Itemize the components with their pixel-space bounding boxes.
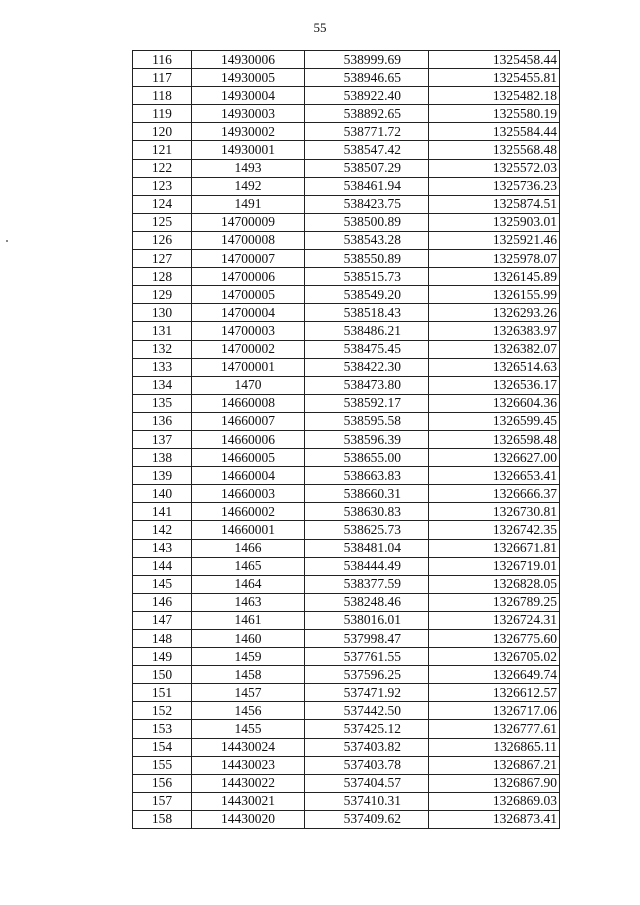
table-row <box>133 774 560 792</box>
y-coordinate-cell: 1326627.00 <box>429 449 560 467</box>
point-id-cell: 14660001 <box>192 521 305 539</box>
x-coordinate-cell: 537403.82 <box>305 738 429 756</box>
point-number-cell: 139 <box>133 467 192 485</box>
table-row <box>133 702 560 720</box>
table-row <box>133 648 560 666</box>
point-number-cell: 157 <box>133 792 192 810</box>
point-number-cell: 149 <box>133 648 192 666</box>
point-number-cell: 117 <box>133 69 192 87</box>
x-coordinate-cell: 538655.00 <box>305 449 429 467</box>
y-coordinate-cell: 1326536.17 <box>429 376 560 394</box>
x-coordinate-cell: 538518.43 <box>305 304 429 322</box>
x-coordinate-cell: 538549.20 <box>305 286 429 304</box>
y-coordinate-cell: 1326873.41 <box>429 810 560 828</box>
x-coordinate-cell: 538377.59 <box>305 575 429 593</box>
x-coordinate-cell: 538507.29 <box>305 159 429 177</box>
point-id-cell: 14430024 <box>192 738 305 756</box>
point-id-cell: 14660004 <box>192 467 305 485</box>
point-number-cell: 152 <box>133 702 192 720</box>
page-number: 55 <box>313 20 327 35</box>
x-coordinate-cell: 538660.31 <box>305 485 429 503</box>
point-id-cell: 14430022 <box>192 774 305 792</box>
y-coordinate-cell: 1326828.05 <box>429 575 560 593</box>
point-number-cell: 145 <box>133 575 192 593</box>
table-row <box>133 177 560 195</box>
point-id-cell: 1470 <box>192 376 305 394</box>
table-row <box>133 322 560 340</box>
x-coordinate-cell: 537596.25 <box>305 666 429 684</box>
point-id-cell: 14700006 <box>192 268 305 286</box>
x-coordinate-cell: 538423.75 <box>305 195 429 213</box>
y-coordinate-cell: 1326789.25 <box>429 593 560 611</box>
x-coordinate-cell: 537998.47 <box>305 630 429 648</box>
y-coordinate-cell: 1325921.46 <box>429 231 560 249</box>
table-row <box>133 430 560 448</box>
x-coordinate-cell: 538475.45 <box>305 340 429 358</box>
point-number-cell: 144 <box>133 557 192 575</box>
table-row <box>133 159 560 177</box>
table-row <box>133 756 560 774</box>
point-id-cell: 1463 <box>192 593 305 611</box>
point-number-cell: 133 <box>133 358 192 376</box>
point-id-cell: 14660003 <box>192 485 305 503</box>
table-row <box>133 666 560 684</box>
table-row <box>133 141 560 159</box>
y-coordinate-cell: 1326653.41 <box>429 467 560 485</box>
point-id-cell: 14930001 <box>192 141 305 159</box>
point-number-cell: 148 <box>133 630 192 648</box>
x-coordinate-cell: 537404.57 <box>305 774 429 792</box>
y-coordinate-cell: 1326724.31 <box>429 611 560 629</box>
point-id-cell: 1465 <box>192 557 305 575</box>
table-row <box>133 467 560 485</box>
y-coordinate-cell: 1326155.99 <box>429 286 560 304</box>
x-coordinate-cell: 537410.31 <box>305 792 429 810</box>
table-row <box>133 810 560 828</box>
x-coordinate-cell: 538016.01 <box>305 611 429 629</box>
point-id-cell: 14930006 <box>192 51 305 69</box>
y-coordinate-cell: 1326649.74 <box>429 666 560 684</box>
y-coordinate-cell: 1326867.90 <box>429 774 560 792</box>
y-coordinate-cell: 1326719.01 <box>429 557 560 575</box>
point-id-cell: 14700005 <box>192 286 305 304</box>
table-row <box>133 195 560 213</box>
y-coordinate-cell: 1326869.03 <box>429 792 560 810</box>
table-row <box>133 720 560 738</box>
point-id-cell: 14700003 <box>192 322 305 340</box>
point-number-cell: 122 <box>133 159 192 177</box>
point-number-cell: 124 <box>133 195 192 213</box>
x-coordinate-cell: 538500.89 <box>305 213 429 231</box>
table-row <box>133 250 560 268</box>
y-coordinate-cell: 1326717.06 <box>429 702 560 720</box>
table-row <box>133 503 560 521</box>
point-number-cell: 147 <box>133 611 192 629</box>
point-number-cell: 146 <box>133 593 192 611</box>
point-number-cell: 119 <box>133 105 192 123</box>
point-number-cell: 131 <box>133 322 192 340</box>
point-number-cell: 123 <box>133 177 192 195</box>
table-row <box>133 485 560 503</box>
point-number-cell: 129 <box>133 286 192 304</box>
x-coordinate-cell: 538515.73 <box>305 268 429 286</box>
point-id-cell: 1493 <box>192 159 305 177</box>
point-number-cell: 134 <box>133 376 192 394</box>
coordinates-table <box>132 50 560 829</box>
y-coordinate-cell: 1326666.37 <box>429 485 560 503</box>
point-id-cell: 1492 <box>192 177 305 195</box>
table-row <box>133 412 560 430</box>
table-row <box>133 304 560 322</box>
point-number-cell: 116 <box>133 51 192 69</box>
point-number-cell: 132 <box>133 340 192 358</box>
x-coordinate-cell: 538422.30 <box>305 358 429 376</box>
y-coordinate-cell: 1326599.45 <box>429 412 560 430</box>
x-coordinate-cell: 537403.78 <box>305 756 429 774</box>
table-row <box>133 376 560 394</box>
x-coordinate-cell: 537471.92 <box>305 684 429 702</box>
coordinates-table-body <box>133 51 560 829</box>
y-coordinate-cell: 1326777.61 <box>429 720 560 738</box>
table-row <box>133 738 560 756</box>
point-number-cell: 142 <box>133 521 192 539</box>
table-row <box>133 286 560 304</box>
y-coordinate-cell: 1325874.51 <box>429 195 560 213</box>
x-coordinate-cell: 538248.46 <box>305 593 429 611</box>
point-id-cell: 14430021 <box>192 792 305 810</box>
x-coordinate-cell: 538444.49 <box>305 557 429 575</box>
point-id-cell: 14660008 <box>192 394 305 412</box>
y-coordinate-cell: 1326730.81 <box>429 503 560 521</box>
point-id-cell: 14700002 <box>192 340 305 358</box>
point-id-cell: 1466 <box>192 539 305 557</box>
x-coordinate-cell: 538547.42 <box>305 141 429 159</box>
point-number-cell: 150 <box>133 666 192 684</box>
point-id-cell: 1459 <box>192 648 305 666</box>
table-row <box>133 575 560 593</box>
y-coordinate-cell: 1326705.02 <box>429 648 560 666</box>
point-number-cell: 136 <box>133 412 192 430</box>
point-id-cell: 1457 <box>192 684 305 702</box>
y-coordinate-cell: 1325736.23 <box>429 177 560 195</box>
y-coordinate-cell: 1326383.97 <box>429 322 560 340</box>
x-coordinate-cell: 538771.72 <box>305 123 429 141</box>
y-coordinate-cell: 1326742.35 <box>429 521 560 539</box>
point-id-cell: 14660007 <box>192 412 305 430</box>
y-coordinate-cell: 1326604.36 <box>429 394 560 412</box>
y-coordinate-cell: 1326775.60 <box>429 630 560 648</box>
y-coordinate-cell: 1326612.57 <box>429 684 560 702</box>
table-row <box>133 231 560 249</box>
point-id-cell: 1461 <box>192 611 305 629</box>
y-coordinate-cell: 1325568.48 <box>429 141 560 159</box>
point-id-cell: 14930004 <box>192 87 305 105</box>
point-number-cell: 135 <box>133 394 192 412</box>
y-coordinate-cell: 1325572.03 <box>429 159 560 177</box>
point-number-cell: 158 <box>133 810 192 828</box>
x-coordinate-cell: 537442.50 <box>305 702 429 720</box>
point-number-cell: 154 <box>133 738 192 756</box>
table-row <box>133 394 560 412</box>
point-id-cell: 14700008 <box>192 231 305 249</box>
y-coordinate-cell: 1325584.44 <box>429 123 560 141</box>
x-coordinate-cell: 538625.73 <box>305 521 429 539</box>
point-id-cell: 14430023 <box>192 756 305 774</box>
point-id-cell: 14660006 <box>192 430 305 448</box>
x-coordinate-cell: 538892.65 <box>305 105 429 123</box>
point-id-cell: 14660002 <box>192 503 305 521</box>
y-coordinate-cell: 1326145.89 <box>429 268 560 286</box>
point-id-cell: 1491 <box>192 195 305 213</box>
point-id-cell: 1464 <box>192 575 305 593</box>
x-coordinate-cell: 538550.89 <box>305 250 429 268</box>
x-coordinate-cell: 538473.80 <box>305 376 429 394</box>
point-id-cell: 14430020 <box>192 810 305 828</box>
y-coordinate-cell: 1326598.48 <box>429 430 560 448</box>
table-row <box>133 87 560 105</box>
point-id-cell: 1456 <box>192 702 305 720</box>
point-id-cell: 14660005 <box>192 449 305 467</box>
y-coordinate-cell: 1325458.44 <box>429 51 560 69</box>
point-id-cell: 14930003 <box>192 105 305 123</box>
y-coordinate-cell: 1325580.19 <box>429 105 560 123</box>
x-coordinate-cell: 538486.21 <box>305 322 429 340</box>
point-id-cell: 14700001 <box>192 358 305 376</box>
x-coordinate-cell: 537409.62 <box>305 810 429 828</box>
x-coordinate-cell: 538592.17 <box>305 394 429 412</box>
point-id-cell: 1455 <box>192 720 305 738</box>
table-row <box>133 684 560 702</box>
point-number-cell: 137 <box>133 430 192 448</box>
y-coordinate-cell: 1326293.26 <box>429 304 560 322</box>
margin-mark <box>6 240 8 242</box>
table-row <box>133 213 560 231</box>
point-number-cell: 128 <box>133 268 192 286</box>
y-coordinate-cell: 1325455.81 <box>429 69 560 87</box>
table-row <box>133 557 560 575</box>
table-row <box>133 593 560 611</box>
x-coordinate-cell: 538630.83 <box>305 503 429 521</box>
y-coordinate-cell: 1326671.81 <box>429 539 560 557</box>
point-number-cell: 156 <box>133 774 192 792</box>
point-number-cell: 153 <box>133 720 192 738</box>
x-coordinate-cell: 538946.65 <box>305 69 429 87</box>
point-number-cell: 121 <box>133 141 192 159</box>
table-row <box>133 268 560 286</box>
point-id-cell: 14700009 <box>192 213 305 231</box>
table-row <box>133 69 560 87</box>
x-coordinate-cell: 537425.12 <box>305 720 429 738</box>
table-row <box>133 611 560 629</box>
point-number-cell: 143 <box>133 539 192 557</box>
x-coordinate-cell: 538663.83 <box>305 467 429 485</box>
table-row <box>133 521 560 539</box>
table-row <box>133 449 560 467</box>
point-id-cell: 14930005 <box>192 69 305 87</box>
point-number-cell: 118 <box>133 87 192 105</box>
y-coordinate-cell: 1326865.11 <box>429 738 560 756</box>
point-id-cell: 14700004 <box>192 304 305 322</box>
point-id-cell: 1460 <box>192 630 305 648</box>
point-number-cell: 155 <box>133 756 192 774</box>
y-coordinate-cell: 1326867.21 <box>429 756 560 774</box>
point-number-cell: 140 <box>133 485 192 503</box>
x-coordinate-cell: 538595.58 <box>305 412 429 430</box>
table-row <box>133 105 560 123</box>
x-coordinate-cell: 538543.28 <box>305 231 429 249</box>
point-number-cell: 120 <box>133 123 192 141</box>
point-number-cell: 151 <box>133 684 192 702</box>
x-coordinate-cell: 538461.94 <box>305 177 429 195</box>
x-coordinate-cell: 538481.04 <box>305 539 429 557</box>
point-number-cell: 130 <box>133 304 192 322</box>
y-coordinate-cell: 1325482.18 <box>429 87 560 105</box>
y-coordinate-cell: 1326514.63 <box>429 358 560 376</box>
y-coordinate-cell: 1325903.01 <box>429 213 560 231</box>
point-id-cell: 14930002 <box>192 123 305 141</box>
y-coordinate-cell: 1326382.07 <box>429 340 560 358</box>
x-coordinate-cell: 537761.55 <box>305 648 429 666</box>
point-number-cell: 138 <box>133 449 192 467</box>
x-coordinate-cell: 538999.69 <box>305 51 429 69</box>
point-id-cell: 14700007 <box>192 250 305 268</box>
table-row <box>133 539 560 557</box>
point-id-cell: 1458 <box>192 666 305 684</box>
point-number-cell: 127 <box>133 250 192 268</box>
table-row <box>133 358 560 376</box>
table-row <box>133 630 560 648</box>
point-number-cell: 125 <box>133 213 192 231</box>
x-coordinate-cell: 538596.39 <box>305 430 429 448</box>
point-number-cell: 141 <box>133 503 192 521</box>
y-coordinate-cell: 1325978.07 <box>429 250 560 268</box>
point-number-cell: 126 <box>133 231 192 249</box>
table-row <box>133 123 560 141</box>
table-row <box>133 340 560 358</box>
table-row <box>133 51 560 69</box>
table-row <box>133 792 560 810</box>
x-coordinate-cell: 538922.40 <box>305 87 429 105</box>
